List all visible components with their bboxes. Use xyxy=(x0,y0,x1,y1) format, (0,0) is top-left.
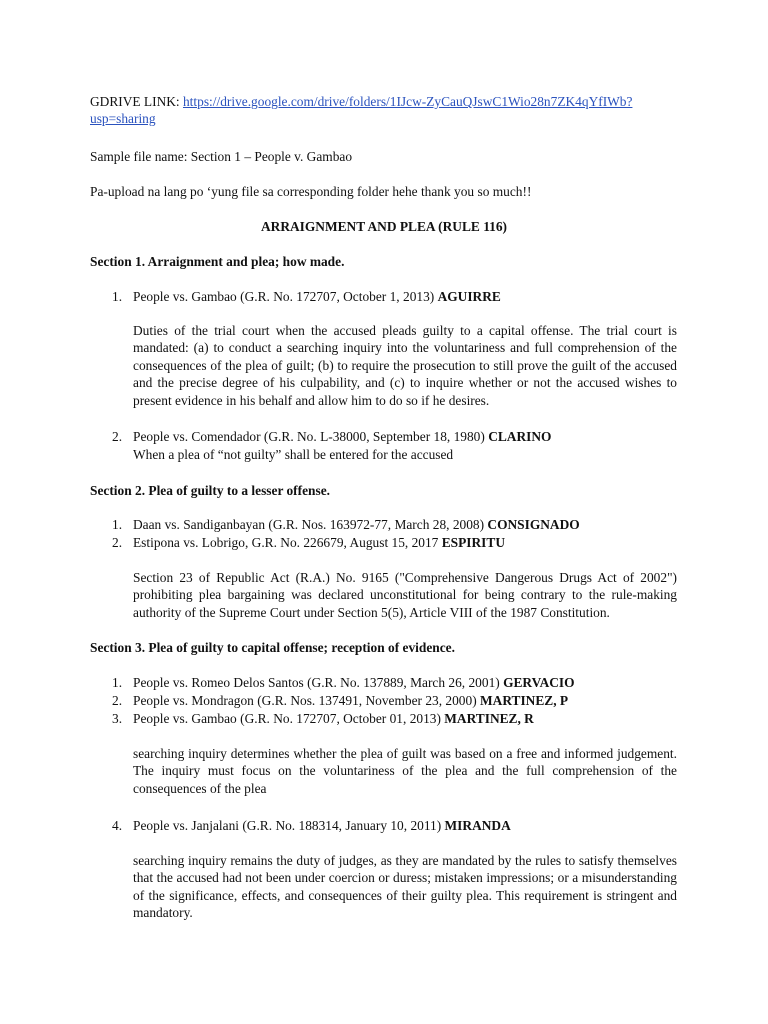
case-note: When a plea of “not guilty” shall be entered for the accused xyxy=(133,447,454,462)
list-number: 3. xyxy=(112,711,123,726)
section-2-heading: Section 2. Plea of guilty to a lesser offense. xyxy=(90,483,330,498)
case-citation: People vs. Mondragon (G.R. Nos. 137491, November 23, 2000) xyxy=(133,693,481,708)
assignee-name: MARTINEZ, P xyxy=(480,693,569,708)
assignee-name: CLARINO xyxy=(488,429,552,444)
sample-file-name: Sample file name: Section 1 – People v. Gambao xyxy=(90,149,353,164)
assignee-name: AGUIRRE xyxy=(437,289,501,304)
case-citation: People vs. Romeo Delos Santos (G.R. No. 137889, March 26, 2001) xyxy=(133,675,504,690)
assignee-name: GERVACIO xyxy=(503,675,575,690)
gdrive-label: GDRIVE LINK: xyxy=(90,94,183,109)
case-citation: People vs. Janjalani (G.R. No. 188314, January 10, 2011) xyxy=(133,818,445,833)
case-citation: Estipona vs. Lobrigo, G.R. No. 226679, August 15, 2017 xyxy=(133,535,442,550)
case-citation: People vs. Comendador (G.R. No. L-38000, September 18, 1980) xyxy=(133,429,489,444)
assignee-name: MIRANDA xyxy=(444,818,511,833)
section-1-heading: Section 1. Arraignment and plea; how made. xyxy=(90,254,345,269)
list-number: 1. xyxy=(112,675,123,690)
list-number: 2. xyxy=(112,429,123,444)
assignee-name: MARTINEZ, R xyxy=(444,711,534,726)
list-number: 2. xyxy=(112,535,123,550)
case-note: searching inquiry determines whether the plea of guilt was based on a free and informed judgement. The inquiry must focus on the voluntariness of the plea and the full comprehension of the consequences of the plea xyxy=(133,746,677,796)
case-note: Duties of the trial court when the accused pleads guilty to a capital offense. The trial court is mandated: (a) to conduct a searching inquiry into the voluntariness and full comprehension of the consequences of the plea of guilt; (b) to require the prosecution to still prove the guilt of the accused and the precise degree of his culpability, and (c) to inquire whether or not the accused wishes to present evidence in his behalf and allow him to do so if he desires. xyxy=(133,323,677,408)
document-title: ARRAIGNMENT AND PLEA (RULE 116) xyxy=(260,219,507,234)
case-citation: People vs. Gambao (G.R. No. 172707, October 1, 2013) xyxy=(133,289,438,304)
gdrive-link[interactable]: https://drive.google.com/drive/folders/1IJcw-ZyCauQJswC1Wio28n7ZK4qYfIWb? usp=sharing xyxy=(90,94,633,127)
list-number: 1. xyxy=(112,517,123,532)
list-number: 4. xyxy=(112,818,123,833)
case-note: searching inquiry remains the duty of judges, as they are mandated by the rules to satisfy themselves that the accused had not been under coercion or duress; mistaken impressions; or a misunderstanding of the significance, effects, and consequences of their guilty plea. This requirement is stringent and mandatory. xyxy=(133,853,677,921)
assignee-name: CONSIGNADO xyxy=(487,517,580,532)
assignee-name: ESPIRITU xyxy=(441,535,505,550)
case-citation: People vs. Gambao (G.R. No. 172707, October 01, 2013) xyxy=(133,711,445,726)
case-note: Section 23 of Republic Act (R.A.) No. 9165 ("Comprehensive Dangerous Drugs Act of 2002") prohibiting plea bargaining was declared unconstitutional for being contrary to the rule-making authority of the Supreme Court under Section 5(5), Article VIII of the 1987 Constitution. xyxy=(133,570,677,620)
section-3-heading: Section 3. Plea of guilty to capital offense; reception of evidence. xyxy=(90,640,455,655)
gdrive-link-line xyxy=(90,93,678,128)
upload-note: Pa-upload na lang po ‘yung file sa corresponding folder hehe thank you so much!! xyxy=(90,184,532,199)
list-number: 1. xyxy=(112,289,123,304)
case-citation: Daan vs. Sandiganbayan (G.R. Nos. 163972-77, March 28, 2008) xyxy=(133,517,488,532)
list-number: 2. xyxy=(112,693,123,708)
